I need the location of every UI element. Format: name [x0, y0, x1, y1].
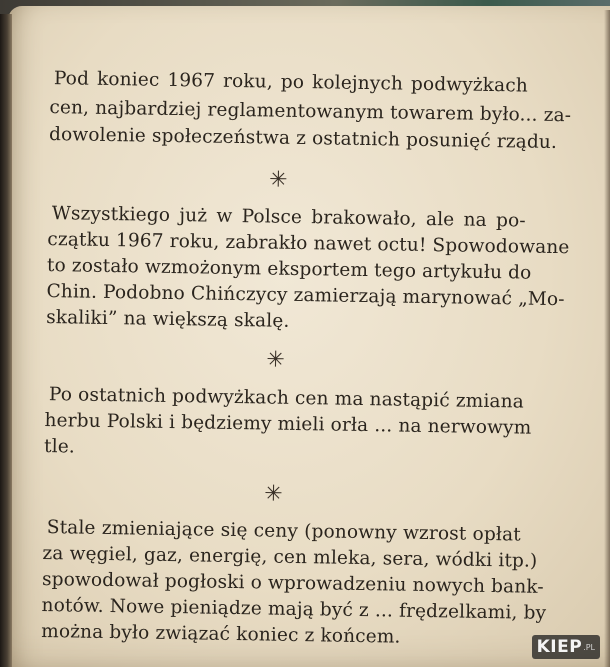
paragraph-1-line-3: dowolenie społeczeństwa z ostatnich posunięć rządu.	[48, 124, 558, 154]
paragraph-2-line-5: skaliki” na większą skalę.	[45, 307, 290, 332]
separator-asterisk-2: ✳	[266, 347, 285, 373]
paragraph-2-line-4: Chin. Podobno Chińczycy zamierzają marynować „Mo-	[46, 281, 565, 311]
paragraph-2-line-2: czątku 1967 roku, zabrakło nawet octu! Spowodowane	[47, 229, 570, 259]
paragraph-4-line-5: można było związać koniec z końcem.	[41, 620, 401, 648]
watermark-suffix: .PL	[583, 642, 595, 652]
paragraph-1-line-2: cen, najbardziej reglamentowanym towarem było... za-	[49, 97, 572, 127]
paragraph-4-line-1: Stale zmieniające się ceny (ponowny wzrost opłat	[46, 517, 521, 546]
paragraph-2-line-1: Wszystkiego już w Polsce brakowało, ale na po-	[51, 203, 526, 232]
paragraph-3-line-3: tle.	[43, 435, 76, 458]
watermark-name: KIEP	[536, 637, 583, 657]
paragraph-4-line-4: notów. Nowe pieniądze mają być z ... frędzelkami, by	[41, 594, 547, 624]
paragraph-1-line-1: Pod koniec 1967 roku, po kolejnych podwyżkach	[53, 68, 529, 97]
paragraph-4-line-2: za węgiel, gaz, energię, cen mleka, sera, wódki itp.)	[42, 542, 538, 572]
paragraph-3-line-1: Po ostatnich podwyżkach cen ma nastąpić zmiana	[48, 384, 525, 413]
paragraph-3-line-2: herbu Polski i będziemy mieli orła ... na nerwowym	[44, 409, 532, 439]
separator-asterisk-1: ✳	[268, 167, 288, 193]
watermark-logo	[532, 635, 600, 659]
paragraph-2-line-3: to zostało wzmożonym eksportem tego artykułu do	[46, 255, 532, 284]
paragraph-4-line-3: spowodował pogłoski o wprowadzeniu nowych bank-	[41, 568, 544, 598]
separator-asterisk-3: ✳	[264, 481, 283, 507]
